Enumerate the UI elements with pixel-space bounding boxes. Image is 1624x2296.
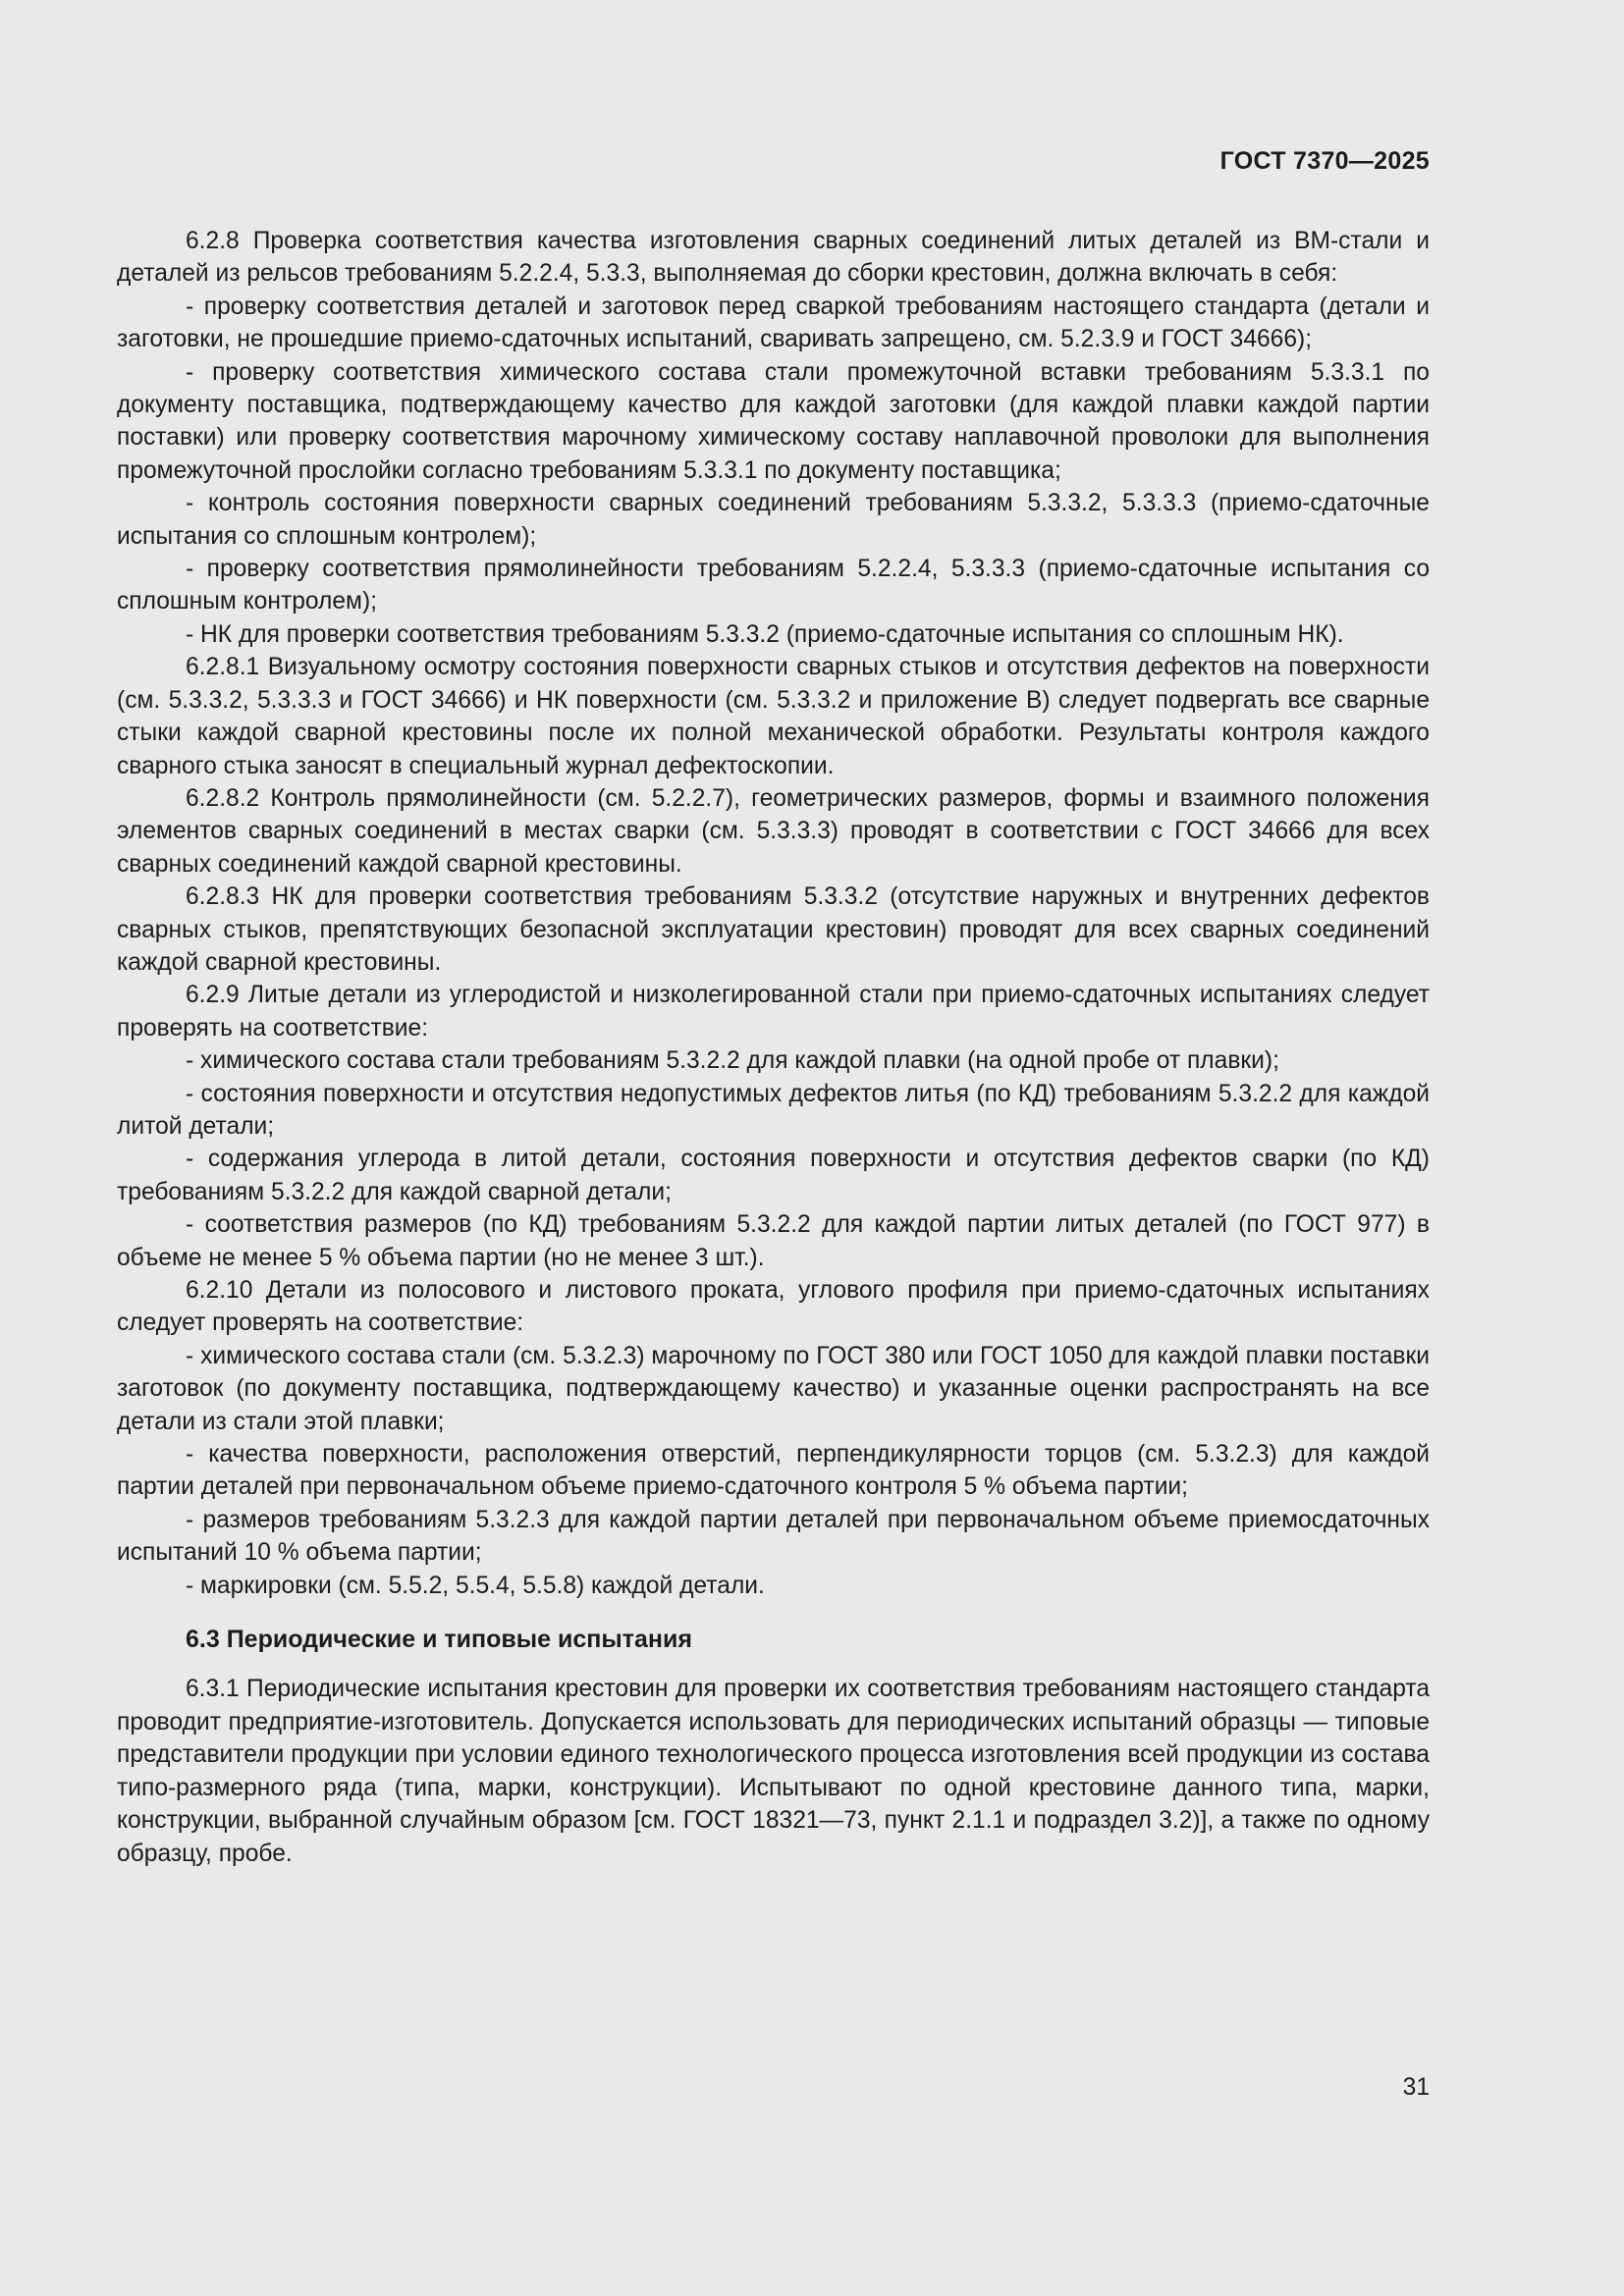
document-code-header: ГОСТ 7370—2025 xyxy=(1219,147,1430,175)
list-item: - состояния поверхности и отсутствия недопустимых дефектов литья (по КД) требованиям 5.3.2.2 для каждой литой детали; xyxy=(117,1080,1430,1140)
list-item: - содержания углерода в литой детали, состояния поверхности и отсутствия дефектов сварки (по КД) требованиям 5.3.2.2 для каждой сварной детали; xyxy=(117,1146,1430,1205)
paragraph: 6.2.9 Литые детали из углеродистой и низколегированной стали при приемо-сдаточных испытаниях следует проверять на соответствие: xyxy=(117,982,1430,1041)
paragraph: 6.2.10 Детали из полосового и листового проката, углового профиля при приемо-сдаточных испытаниях следует проверять на соответствие: xyxy=(117,1277,1430,1337)
list-item: - маркировки (см. 5.5.2, 5.5.4, 5.5.8) каждой детали. xyxy=(186,1572,765,1599)
paragraph: 6.3.1 Периодические испытания крестовин для проверки их соответствия требованиям настоящего стандарта проводит предприятие-изготовитель. Допускается использовать для периодических испытаний образцы — типовые представители продукции при условии единого технологического процесса изготовления всей продукции из состава типо-размерного ряда (типа, марки, конструкции). Испытывают по одной крестовине данного типа, марки, конструкции, выбранной случайным образом [см. ГОСТ 18321—73, пункт 2.1.1 и подраздел 3.2)], а также по одному образцу, пробе. xyxy=(117,1676,1430,1867)
list-item: - НК для проверки соответствия требованиям 5.3.3.2 (приемо-сдаточные испытания со сплошным НК). xyxy=(186,620,1344,648)
list-item: - химического состава стали (см. 5.3.2.3) марочному по ГОСТ 380 или ГОСТ 1050 для каждой плавки поставки заготовок (по документу поставщика, подтверждающему качество) и указанные оценки распространять на все детали из стали этой плавки; xyxy=(117,1342,1430,1435)
list-item: - проверку соответствия химического состава стали промежуточной вставки требованиям 5.3.3.1 по документу поставщика, подтверждающему качество для каждой заготовки (для каждой плавки каждой партии поставки) или проверку соответствия марочному химическому составу наплавочной проволоки для выполнения промежуточной прослойки согласно требованиям 5.3.3.1 по документу поставщика; xyxy=(117,358,1430,484)
list-item: - соответствия размеров (по КД) требованиям 5.3.2.2 для каждой партии литых деталей (по ГОСТ 977) в объеме не менее 5 % объема партии (но не менее 3 шт.). xyxy=(117,1211,1430,1271)
paragraph: 6.2.8.3 НК для проверки соответствия требованиям 5.3.3.2 (отсутствие наружных и внутренних дефектов сварных стыков, препятствующих безопасной эксплуатации крестовин) проводят для всех сварных соединений каждой сварной крестовины. xyxy=(117,883,1430,976)
paragraph: 6.2.8.1 Визуальному осмотру состояния поверхности сварных стыков и отсутствия дефектов на поверхности (см. 5.3.3.2, 5.3.3.3 и ГОСТ 34666) и НК поверхности (см. 5.3.3.2 и приложение В) следует подвергать все сварные стыки каждой сварной крестовины после их полной механической обработки. Результаты контроля каждого сварного стыка заносят в специальный журнал дефектоскопии. xyxy=(117,654,1430,779)
document-body xyxy=(117,225,1430,1870)
list-item: - качества поверхности, расположения отверстий, перпендикулярности торцов (см. 5.3.2.3) для каждой партии деталей при первоначальном объеме приемо-сдаточного контроля 5 % объема партии; xyxy=(117,1441,1430,1501)
list-item: - размеров требованиям 5.3.2.3 для каждой партии деталей при первоначальном объеме приемосдаточных испытаний 10 % объема партии; xyxy=(117,1506,1430,1567)
page-number: 31 xyxy=(1402,2074,1430,2101)
list-item: - проверку соответствия прямолинейности требованиям 5.2.2.4, 5.3.3.3 (приемо-сдаточные испытания со сплошным контролем); xyxy=(117,556,1430,615)
list-item: - химического состава стали требованиям 5.3.2.2 для каждой плавки (на одной пробе от плавки); xyxy=(186,1047,1279,1075)
paragraph: 6.2.8 Проверка соответствия качества изготовления сварных соединений литых деталей из ВМ-стали и деталей из рельсов требованиям 5.2.2.4, 5.3.3, выполняемая до сборки крестовин, должна включать в себя: xyxy=(117,228,1430,288)
list-item: - контроль состояния поверхности сварных соединений требованиям 5.3.3.2, 5.3.3.3 (приемо-сдаточные испытания со сплошным контролем); xyxy=(117,490,1430,550)
paragraph: 6.2.8.2 Контроль прямолинейности (см. 5.2.2.7), геометрических размеров, формы и взаимного положения элементов сварных соединений в местах сварки (см. 5.3.3.3) проводят в соответствии с ГОСТ 34666 для всех сварных соединений каждой сварной крестовины. xyxy=(117,784,1430,878)
list-item: - проверку соответствия деталей и заготовок перед сваркой требованиям настоящего стандарта (детали и заготовки, не прошедшие приемо-сдаточных испытаний, сваривать запрещено, см. 5.2.3.9 и ГОСТ 34666); xyxy=(117,293,1430,353)
section-heading: 6.3 Периодические и типовые испытания xyxy=(186,1626,692,1654)
